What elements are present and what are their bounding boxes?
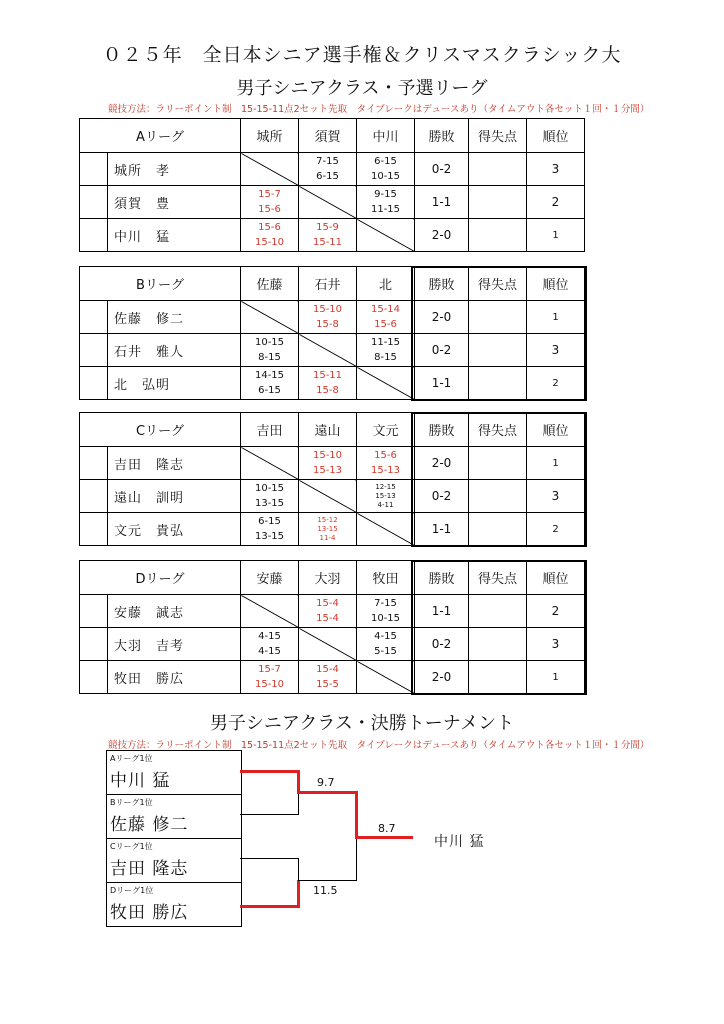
entry-box bbox=[106, 882, 242, 927]
score-cell bbox=[357, 301, 415, 334]
table-row bbox=[80, 480, 585, 513]
set-score: 15-9 bbox=[316, 222, 339, 233]
rank-header: 順位 bbox=[527, 561, 585, 595]
set-score: 15-4 bbox=[316, 664, 339, 675]
set-score: 4-11 bbox=[377, 500, 394, 509]
column-header: 中川 bbox=[357, 119, 415, 153]
entry-box bbox=[106, 794, 242, 839]
table-row bbox=[80, 301, 585, 334]
set-score: 4-15 bbox=[258, 631, 281, 642]
set-score: 13-15 bbox=[254, 498, 285, 509]
record-cell: 1-1 bbox=[415, 367, 469, 400]
score-cell bbox=[299, 513, 357, 546]
score-cell bbox=[241, 628, 299, 661]
set-score: 6-15 bbox=[258, 385, 281, 396]
rank-cell: 1 bbox=[527, 661, 585, 694]
set-score: 5-15 bbox=[374, 646, 397, 657]
points-cell bbox=[469, 628, 527, 661]
score-cell bbox=[241, 513, 299, 546]
bracket-line bbox=[240, 858, 299, 859]
set-score: 10-15 bbox=[370, 171, 401, 182]
table-row bbox=[80, 186, 585, 219]
set-score: 6-15 bbox=[258, 516, 281, 527]
score-cell bbox=[299, 219, 357, 252]
table-row bbox=[80, 628, 585, 661]
table-row bbox=[80, 334, 585, 367]
score-cell bbox=[241, 334, 299, 367]
row-spacer bbox=[80, 334, 108, 367]
tournament-subtitle: 男子シニアクラス・決勝トーナメント bbox=[209, 713, 515, 734]
set-score: 12-15 bbox=[375, 482, 396, 491]
player-name: 佐藤 修二 bbox=[108, 301, 241, 334]
set-score: 15-6 bbox=[374, 319, 397, 330]
entry-name: 中川 猛 bbox=[110, 771, 171, 791]
diagonal-cell bbox=[241, 595, 299, 628]
points-cell bbox=[469, 334, 527, 367]
bracket-line bbox=[298, 792, 299, 815]
row-spacer bbox=[80, 513, 108, 546]
player-name: 吉田 隆志 bbox=[108, 447, 241, 480]
bracket-line-win bbox=[240, 905, 299, 908]
points-header: 得失点 bbox=[469, 267, 527, 301]
points-cell bbox=[469, 447, 527, 480]
score-cell bbox=[299, 367, 357, 400]
rank-cell: 2 bbox=[527, 595, 585, 628]
points-cell bbox=[469, 153, 527, 186]
player-name: 城所 孝 bbox=[108, 153, 241, 186]
diagonal-cell bbox=[357, 513, 415, 546]
set-score: 13-15 bbox=[254, 531, 285, 542]
set-score: 10-15 bbox=[254, 483, 285, 494]
set-score: 15-4 bbox=[316, 598, 339, 609]
diagonal-cell bbox=[241, 447, 299, 480]
player-name: 石井 雅人 bbox=[108, 334, 241, 367]
rank-cell: 3 bbox=[527, 628, 585, 661]
set-score: 4-15 bbox=[374, 631, 397, 642]
set-score: 15-10 bbox=[254, 237, 285, 248]
record-cell: 2-0 bbox=[415, 301, 469, 334]
set-score: 10-15 bbox=[254, 337, 285, 348]
set-score: 14-15 bbox=[254, 370, 285, 381]
entry-name: 佐藤 修二 bbox=[110, 815, 189, 835]
bracket-line-win bbox=[297, 880, 300, 908]
record-cell: 0-2 bbox=[415, 334, 469, 367]
points-cell bbox=[469, 513, 527, 546]
points-header: 得失点 bbox=[469, 413, 527, 447]
row-spacer bbox=[80, 628, 108, 661]
column-header: 遠山 bbox=[299, 413, 357, 447]
diagonal-cell bbox=[299, 334, 357, 367]
diagonal-cell bbox=[357, 367, 415, 400]
record-cell: 0-2 bbox=[415, 480, 469, 513]
score-cell bbox=[357, 447, 415, 480]
points-cell bbox=[469, 301, 527, 334]
points-cell bbox=[469, 661, 527, 694]
set-score: 15-10 bbox=[312, 450, 343, 461]
page-title: ０２５年 全日本シニア選手権＆クリスマスクラシック大 bbox=[102, 44, 622, 66]
score-cell bbox=[241, 480, 299, 513]
entry-name: 吉田 隆志 bbox=[110, 859, 189, 879]
entry-name: 牧田 勝広 bbox=[110, 903, 189, 923]
set-score: 15-8 bbox=[316, 319, 339, 330]
score-cell bbox=[357, 480, 415, 513]
points-cell bbox=[469, 219, 527, 252]
set-score: 6-15 bbox=[374, 156, 397, 167]
score-cell bbox=[299, 301, 357, 334]
score-cell bbox=[241, 219, 299, 252]
score-cell bbox=[357, 628, 415, 661]
column-header: 牧田 bbox=[357, 561, 415, 595]
tournament-rule-text: 競技方法：ラリーポイント制 15-15-11点2セット先取 タイブレークはデュースあり（タイムアウト各セット１回・１分間） bbox=[108, 740, 650, 751]
diagonal-cell bbox=[241, 301, 299, 334]
rank-header: 順位 bbox=[527, 413, 585, 447]
diagonal-cell bbox=[357, 661, 415, 694]
rank-header: 順位 bbox=[527, 119, 585, 153]
points-header: 得失点 bbox=[469, 119, 527, 153]
player-name: 大羽 吉考 bbox=[108, 628, 241, 661]
rank-cell: 3 bbox=[527, 334, 585, 367]
diagonal-cell bbox=[299, 628, 357, 661]
semi1-score: 9.7 bbox=[317, 776, 335, 789]
league-name: Dリーグ bbox=[80, 561, 241, 595]
score-cell bbox=[357, 153, 415, 186]
column-header: 北 bbox=[357, 267, 415, 301]
score-cell bbox=[357, 334, 415, 367]
bracket-line bbox=[298, 880, 356, 881]
diagonal-cell bbox=[299, 186, 357, 219]
score-cell bbox=[241, 661, 299, 694]
set-score: 11-15 bbox=[370, 337, 401, 348]
bracket-line bbox=[240, 814, 299, 815]
set-score: 15-4 bbox=[316, 613, 339, 624]
bracket-line-win bbox=[297, 770, 300, 792]
points-cell bbox=[469, 186, 527, 219]
set-score: 15-13 bbox=[312, 465, 343, 476]
league-table bbox=[79, 118, 585, 252]
table-row bbox=[80, 447, 585, 480]
diagonal-cell bbox=[241, 153, 299, 186]
record-cell: 1-1 bbox=[415, 186, 469, 219]
points-cell bbox=[469, 367, 527, 400]
row-spacer bbox=[80, 367, 108, 400]
rank-cell: 1 bbox=[527, 219, 585, 252]
record-cell: 2-0 bbox=[415, 661, 469, 694]
set-score: 15-6 bbox=[258, 204, 281, 215]
league-name: Aリーグ bbox=[80, 119, 241, 153]
row-spacer bbox=[80, 480, 108, 513]
set-score: 7-15 bbox=[316, 156, 339, 167]
rank-cell: 2 bbox=[527, 186, 585, 219]
row-spacer bbox=[80, 595, 108, 628]
points-cell bbox=[469, 480, 527, 513]
set-score: 15-5 bbox=[316, 679, 339, 690]
player-name: 北 弘明 bbox=[108, 367, 241, 400]
set-score: 15-11 bbox=[312, 370, 343, 381]
row-spacer bbox=[80, 447, 108, 480]
set-score: 15-8 bbox=[316, 385, 339, 396]
table-row bbox=[80, 153, 585, 186]
set-score: 6-15 bbox=[316, 171, 339, 182]
score-cell bbox=[241, 367, 299, 400]
set-score: 15-6 bbox=[374, 450, 397, 461]
table-row bbox=[80, 367, 585, 400]
player-name: 牧田 勝広 bbox=[108, 661, 241, 694]
semi2-score: 11.5 bbox=[313, 884, 338, 897]
column-header: 石井 bbox=[299, 267, 357, 301]
league-name: Bリーグ bbox=[80, 267, 241, 301]
entry-label: Aリーグ1位 bbox=[110, 754, 153, 763]
row-spacer bbox=[80, 301, 108, 334]
entry-label: Bリーグ1位 bbox=[110, 798, 153, 807]
bracket-line bbox=[356, 837, 357, 881]
set-score: 11-4 bbox=[319, 533, 336, 542]
column-header: 大羽 bbox=[299, 561, 357, 595]
score-cell bbox=[357, 186, 415, 219]
league-table bbox=[79, 412, 585, 546]
player-name: 須賀 豊 bbox=[108, 186, 241, 219]
row-spacer bbox=[80, 153, 108, 186]
set-score: 9-15 bbox=[374, 189, 397, 200]
bracket-line-win bbox=[355, 791, 358, 838]
score-cell bbox=[357, 595, 415, 628]
league-name: Cリーグ bbox=[80, 413, 241, 447]
set-score: 15-11 bbox=[312, 237, 343, 248]
bracket-line-win bbox=[297, 791, 357, 794]
diagonal-cell bbox=[357, 219, 415, 252]
rank-header: 順位 bbox=[527, 267, 585, 301]
final-score: 8.7 bbox=[378, 822, 396, 835]
set-score: 8-15 bbox=[258, 352, 281, 363]
set-score: 15-12 bbox=[317, 515, 338, 524]
set-score: 13-15 bbox=[317, 524, 338, 533]
record-cell: 0-2 bbox=[415, 153, 469, 186]
table-row bbox=[80, 595, 585, 628]
player-name: 中川 猛 bbox=[108, 219, 241, 252]
set-score: 15-14 bbox=[370, 304, 401, 315]
rank-cell: 3 bbox=[527, 153, 585, 186]
points-header: 得失点 bbox=[469, 561, 527, 595]
record-cell: 2-0 bbox=[415, 447, 469, 480]
set-score: 15-6 bbox=[258, 222, 281, 233]
record-header: 勝敗 bbox=[415, 413, 469, 447]
set-score: 7-15 bbox=[374, 598, 397, 609]
column-header: 安藤 bbox=[241, 561, 299, 595]
champion-name: 中川 猛 bbox=[434, 834, 485, 850]
table-row bbox=[80, 661, 585, 694]
rank-cell: 1 bbox=[527, 447, 585, 480]
points-cell bbox=[469, 595, 527, 628]
player-name: 文元 貴弘 bbox=[108, 513, 241, 546]
score-cell bbox=[299, 153, 357, 186]
score-cell bbox=[299, 661, 357, 694]
bracket-line-win bbox=[240, 770, 299, 773]
rank-cell: 1 bbox=[527, 301, 585, 334]
entry-box bbox=[106, 750, 242, 795]
row-spacer bbox=[80, 186, 108, 219]
rank-cell: 3 bbox=[527, 480, 585, 513]
rank-cell: 2 bbox=[527, 513, 585, 546]
record-cell: 0-2 bbox=[415, 628, 469, 661]
entry-box bbox=[106, 838, 242, 883]
rule-text: 競技方法：ラリーポイント制 15-15-11点2セット先取 タイブレークはデュースあり（タイムアウト各セット１回・１分間） bbox=[108, 104, 650, 115]
record-header: 勝敗 bbox=[415, 267, 469, 301]
bracket-line bbox=[298, 858, 299, 880]
set-score: 10-15 bbox=[370, 613, 401, 624]
record-cell: 1-1 bbox=[415, 513, 469, 546]
set-score: 4-15 bbox=[258, 646, 281, 657]
league-subtitle: 男子シニアクラス・予選リーグ bbox=[236, 78, 488, 99]
set-score: 15-13 bbox=[375, 491, 396, 500]
set-score: 15-7 bbox=[258, 664, 281, 675]
player-name: 安藤 誠志 bbox=[108, 595, 241, 628]
row-spacer bbox=[80, 661, 108, 694]
set-score: 11-15 bbox=[370, 204, 401, 215]
record-cell: 2-0 bbox=[415, 219, 469, 252]
player-name: 遠山 訓明 bbox=[108, 480, 241, 513]
diagonal-cell bbox=[299, 480, 357, 513]
set-score: 8-15 bbox=[374, 352, 397, 363]
column-header: 文元 bbox=[357, 413, 415, 447]
table-row bbox=[80, 513, 585, 546]
entry-label: Cリーグ1位 bbox=[110, 842, 153, 851]
record-cell: 1-1 bbox=[415, 595, 469, 628]
entry-label: Dリーグ1位 bbox=[110, 886, 154, 895]
bracket-line-win bbox=[355, 836, 413, 839]
set-score: 15-13 bbox=[370, 465, 401, 476]
set-score: 15-10 bbox=[312, 304, 343, 315]
set-score: 15-10 bbox=[254, 679, 285, 690]
column-header: 吉田 bbox=[241, 413, 299, 447]
league-table bbox=[79, 266, 585, 400]
set-score: 15-7 bbox=[258, 189, 281, 200]
league-table bbox=[79, 560, 585, 694]
record-header: 勝敗 bbox=[415, 561, 469, 595]
rank-cell: 2 bbox=[527, 367, 585, 400]
row-spacer bbox=[80, 219, 108, 252]
score-cell bbox=[299, 595, 357, 628]
score-cell bbox=[299, 447, 357, 480]
column-header: 佐藤 bbox=[241, 267, 299, 301]
table-row bbox=[80, 219, 585, 252]
column-header: 城所 bbox=[241, 119, 299, 153]
score-cell bbox=[241, 186, 299, 219]
record-header: 勝敗 bbox=[415, 119, 469, 153]
column-header: 須賀 bbox=[299, 119, 357, 153]
